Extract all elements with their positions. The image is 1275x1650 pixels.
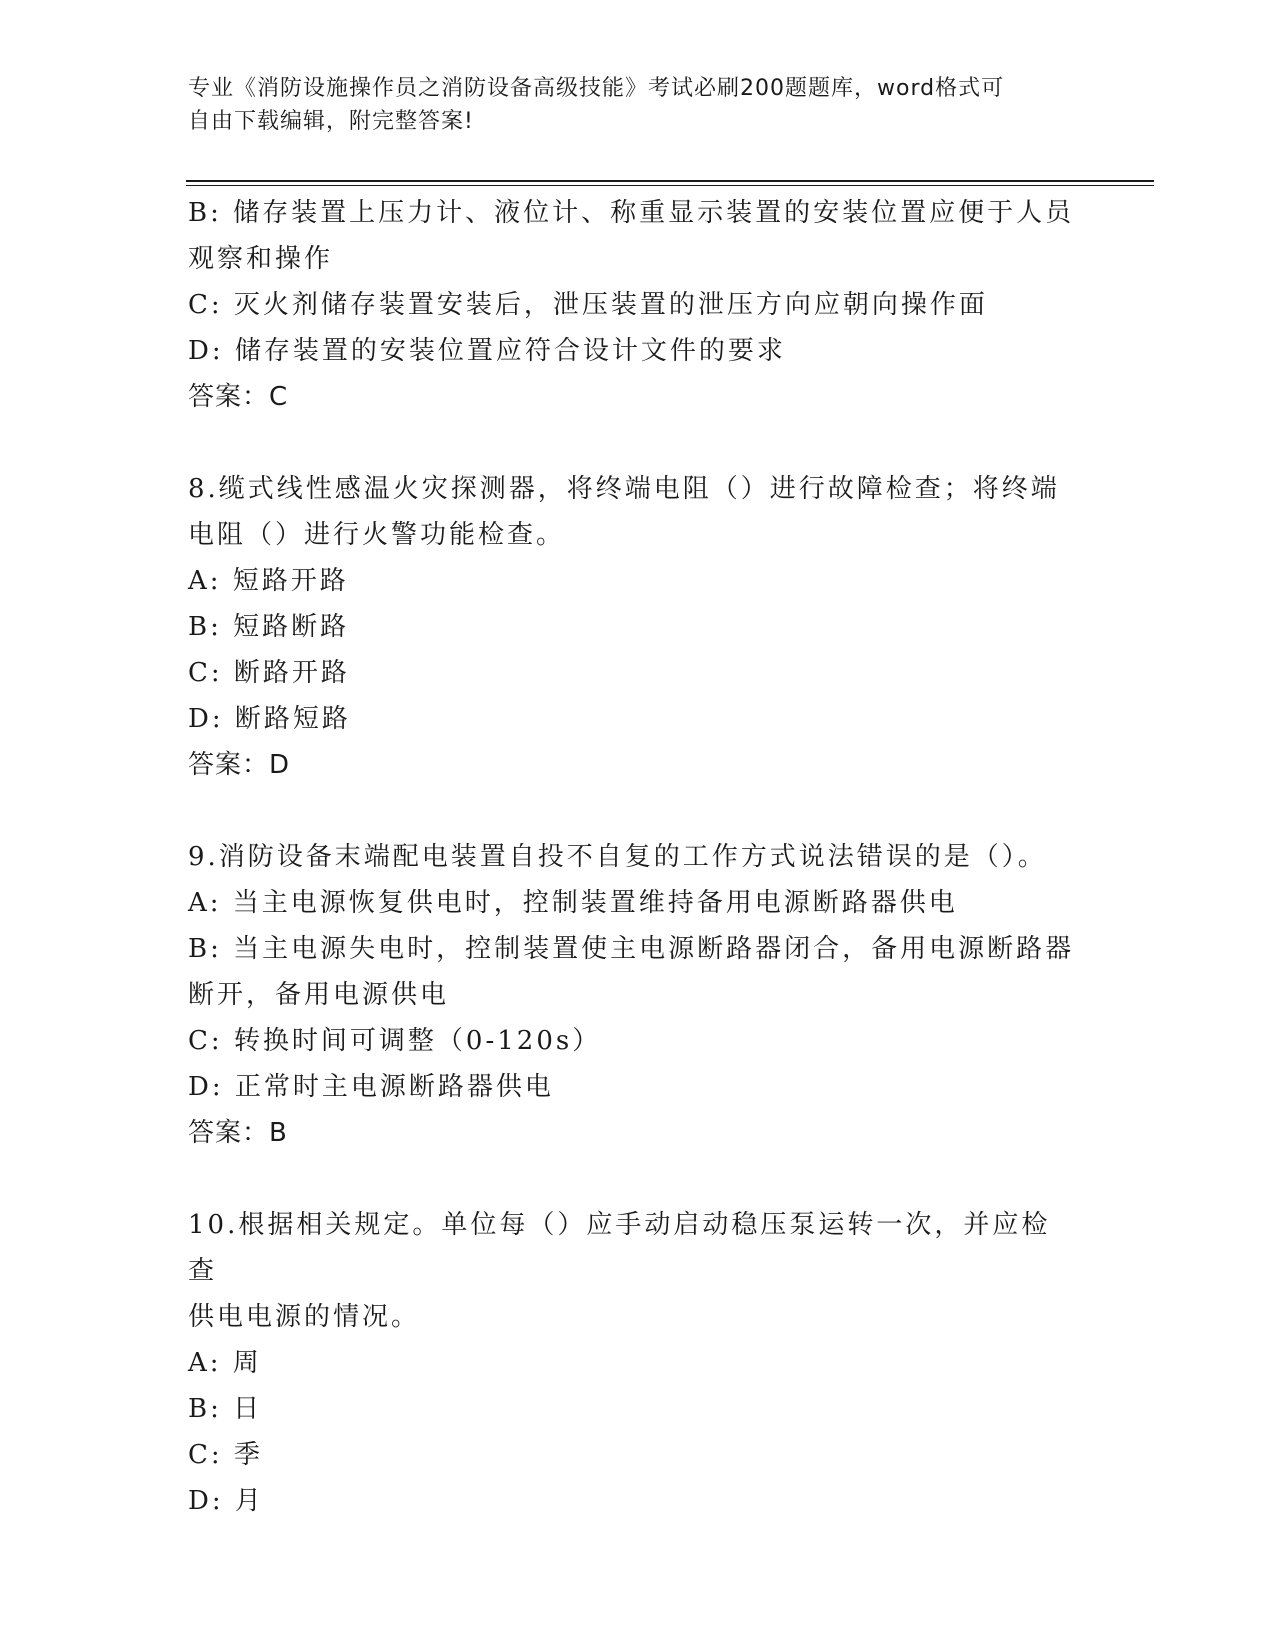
- question-9: [188, 834, 1078, 1156]
- document-header: [188, 72, 1068, 138]
- answer: 答案：D: [188, 750, 291, 780]
- option-d: D: 断路短路: [188, 704, 351, 734]
- option-b: B: 储存装置上压力计、液位计、称重显示装置的安装位置应便于人员: [188, 198, 1075, 228]
- option-c: C: 灭火剂储存装置安装后，泄压装置的泄压方向应朝向操作面: [188, 290, 988, 320]
- option-c: C: 转换时间可调整（0-120s）: [188, 1026, 602, 1056]
- spacer: [188, 788, 1078, 834]
- question-stem: 供电电源的情况。: [188, 1302, 421, 1332]
- option-b: 断开，备用电源供电: [188, 980, 450, 1010]
- question-stem: 8.缆式线性感温火灾探测器，将终端电阻（）进行故障检查；将终端: [188, 474, 1060, 504]
- answer: 答案：C: [188, 382, 289, 412]
- spacer: [188, 1156, 1078, 1202]
- question-list: [188, 190, 1078, 1524]
- option-a: A: 当主电源恢复供电时，控制装置维持备用电源断路器供电: [188, 888, 958, 918]
- option-a: A: 短路开路: [188, 566, 349, 596]
- question-7-tail: [188, 190, 1078, 420]
- option-d: D: 月: [188, 1486, 264, 1516]
- option-c: C: 断路开路: [188, 658, 350, 688]
- header-line: 专业《消防设施操作员之消防设备高级技能》考试必刷200题题库，word格式可: [188, 76, 1005, 101]
- question-stem: 10.根据相关规定。单位每（）应手动启动稳压泵运转一次，并应检查: [188, 1210, 1051, 1286]
- header-divider: [186, 180, 1154, 182]
- header-divider: [186, 185, 1154, 186]
- option-b: B: 日: [188, 1394, 263, 1424]
- question-10: [188, 1202, 1078, 1524]
- option-b: 观察和操作: [188, 244, 334, 274]
- option-d: D: 正常时主电源断路器供电: [188, 1072, 554, 1102]
- option-a: A: 周: [188, 1348, 262, 1378]
- answer: 答案：B: [188, 1118, 288, 1148]
- question-8: [188, 466, 1078, 788]
- header-line: 自由下载编辑，附完整答案!: [188, 109, 474, 134]
- option-b: B: 当主电源失电时，控制装置使主电源断路器闭合，备用电源断路器: [188, 934, 1075, 964]
- option-d: D: 储存装置的安装位置应符合设计文件的要求: [188, 336, 786, 366]
- question-stem: 9.消防设备末端配电装置自投不自复的工作方式说法错误的是（）。: [188, 842, 1047, 872]
- spacer: [188, 420, 1078, 466]
- option-c: C: 季: [188, 1440, 263, 1470]
- question-stem: 电阻（）进行火警功能检查。: [188, 520, 566, 550]
- option-b: B: 短路断路: [188, 612, 350, 642]
